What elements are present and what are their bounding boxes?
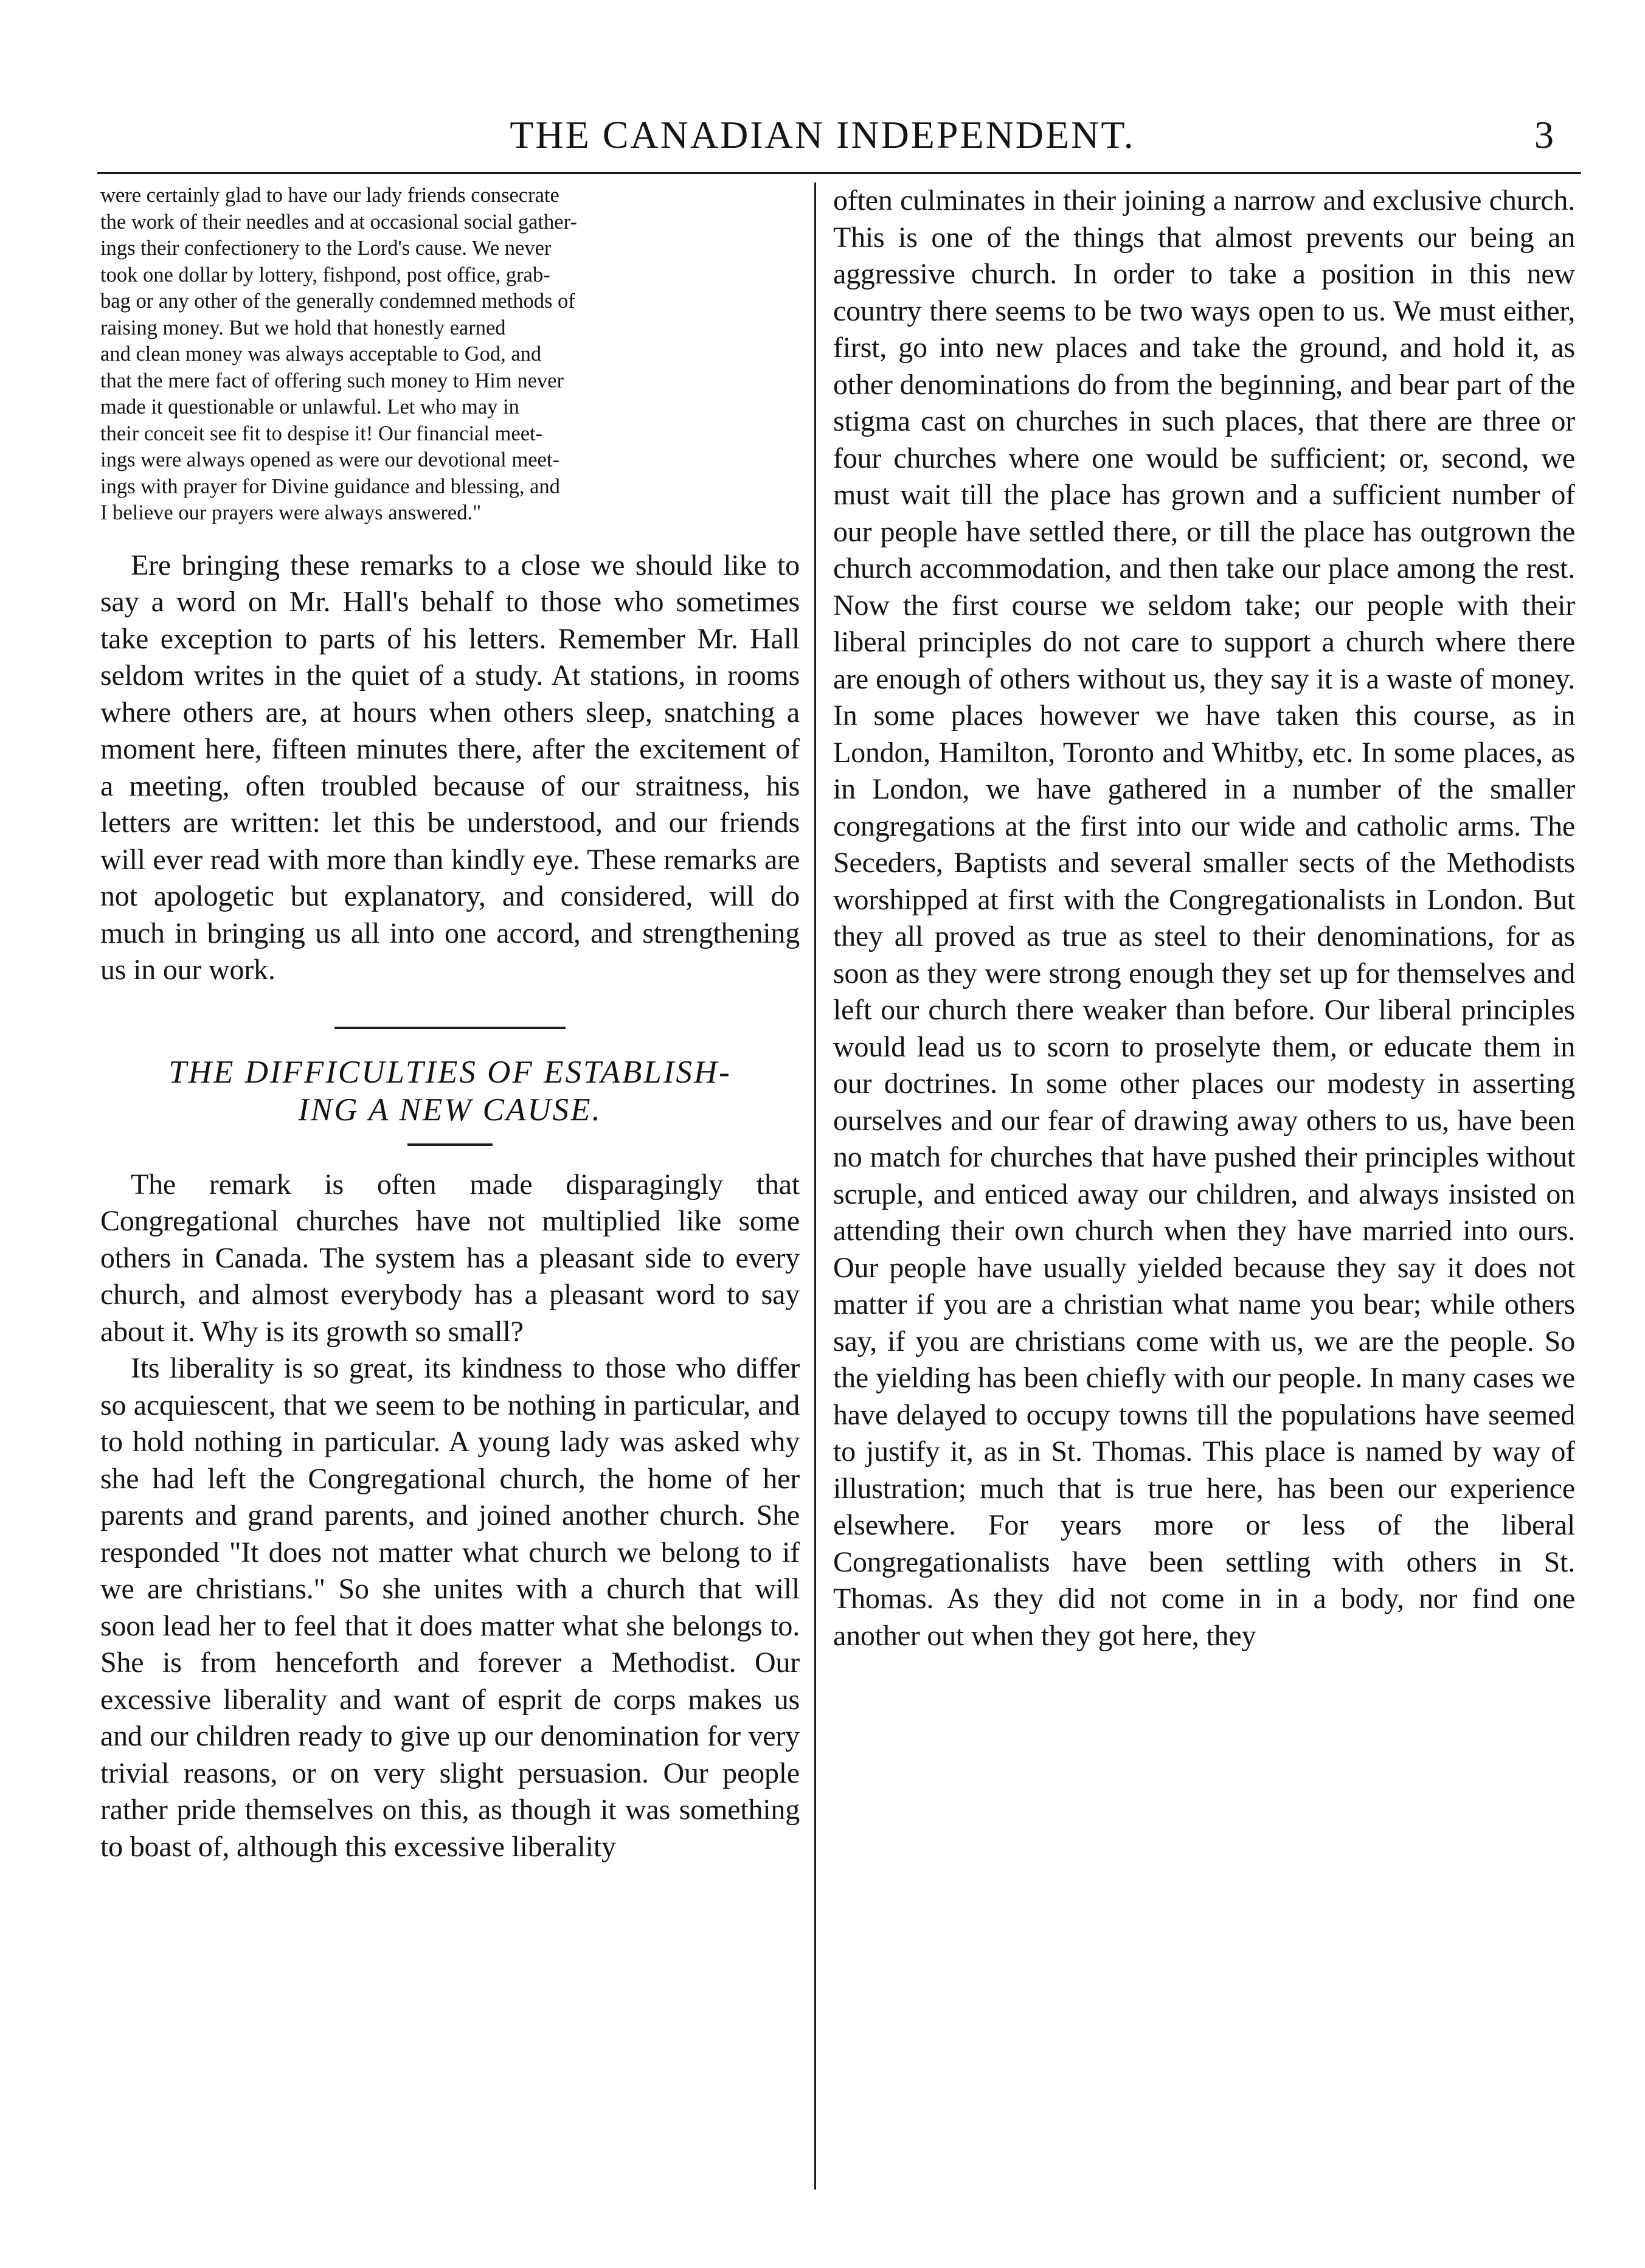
page-header xyxy=(0,106,1645,173)
paragraph-hall-letters: Ere bringing these remarks to a close we should like to say a word on Mr. Hall's behalf to those who sometimes take exception to parts of his letters. Remember Mr. Hall seldom writes in the quiet of a study. At stations, in rooms where others are, at hours when others sleep, snatching a moment here, fifteen minutes there, after the excitement of a meeting, often troubled because of our straitness, his letters are written: let this be understood, and our friends will ever read with more than kindly eye. These remarks are not apologetic but explanatory, and considered, will do much in bringing us all into one accord, and strengthening us in our work. xyxy=(100,549,800,986)
section-heading-line-1: THE DIFFICULTIES OF ESTABLISH- xyxy=(168,1054,732,1090)
header-rule xyxy=(97,172,1581,174)
right-column xyxy=(833,182,1575,2190)
quote-line: were certainly glad to have our lady friends consecrate xyxy=(100,184,559,207)
quote-line: raising money. But we hold that honestly earned xyxy=(100,316,506,339)
column-divider xyxy=(814,182,816,2190)
quote-line: took one dollar by lottery, fishpond, post office, grab- xyxy=(100,263,550,286)
section-heading-line-2: ING A NEW CAUSE. xyxy=(298,1092,602,1128)
heading-underline xyxy=(407,1143,493,1146)
masthead-title: THE CANADIAN INDEPENDENT. xyxy=(510,113,1135,156)
quote-line: the work of their needles and at occasional social gather- xyxy=(100,210,577,234)
quote-line: their conceit see fit to despise it! Our financial meet- xyxy=(100,421,543,445)
quote-line: I believe our prayers were always answered." xyxy=(100,501,482,524)
quote-line: made it questionable or unlawful. Let who may in xyxy=(100,395,519,418)
paragraph-continued: often culminates in their joining a narrow and exclusive church. This is one of the things that almost prevents our being an aggressive church. In order to take a position in this new country there seems to be two ways open to us. We must either, first, go into new places and take the ground, and hold it, as other denominations do from the beginning, and bear part of the stigma cast on churches in such places, that there are three or four churches where one would be sufficient; or, second, we must wait till the place has grown and a sufficient number of our people have settled there, or till the place has outgrown the church accommodation, and then take our place among the rest. Now the first course we seldom take; our people with their liberal principles do not care to support a church where there are enough of others without us, they say it is a waste of money. In some places however we have taken this course, as in London, Hamilton, Toronto and Whitby, etc. In some places, as in London, we have gathered in a number of the smaller congregations at the first into our wide and catholic arms. The Seceders, Baptists and several smaller sects of the Methodists worshipped at first with the Congregationalists in London. But they all proved as true as steel to their denominations, for as soon as they were strong enough they set up for themselves and left our church there weaker than before. Our liberal principles would lead us to scorn to proselyte them, or educate them in our doctrines. In some other places our modesty in asserting ourselves and our fear of drawing away others to us, have been no match for churches that have pushed their principles without scruple, and enticed away our children, and always insisted on attending their own church when they have married into ours. Our people have usually yielded because they say it does not matter if you are a christian what name you bear; while others say, if you are christians come with us, we are the people. So the yielding has been chiefly with our people. In many cases we have delayed to occupy towns till the populations have seemed to justify it, as in St. Thomas. This place is named by way of illustration; much that is true here, has been our experience elsewhere. For years more or less of the liberal Congregationalists have been settling with others in St. Thomas. As they did not come in in a body, nor find one another out when they got here, they xyxy=(833,184,1575,1652)
left-column xyxy=(100,182,800,2190)
quote-line: bag or any other of the generally condemned methods of xyxy=(100,290,575,313)
quote-line: ings were always opened as were our devotional meet- xyxy=(100,448,559,471)
quote-line: that the mere fact of offering such money to Him never xyxy=(100,369,564,392)
paragraph-growth: The remark is often made disparagingly that Congregational churches have not multiplied like some others in Canada. The system has a pleasant side to every church, and almost everybody has a pleasant word to say about it. Why is its growth so small? xyxy=(100,1168,800,1348)
section-separator xyxy=(334,1027,566,1029)
quote-line: and clean money was always acceptable to God, and xyxy=(100,342,542,366)
quote-line: ings with prayer for Divine guidance and blessing, and xyxy=(100,474,560,498)
quote-line: ings their confectionery to the Lord's cause. We never xyxy=(100,237,552,260)
paragraph-liberality: Its liberality is so great, its kindness to those who differ so acquiescent, that we seem to be nothing in particular, and to hold nothing in particular. A young lady was asked why she had left the Congregational church, the home of her parents and grand parents, and joined another church. She responded "It does not matter what church we belong to if we are christians." So she unites with a church that will soon lead her to feel that it does matter what she belongs to. She is from henceforth and forever a Methodist. Our excessive liberality and want of esprit de corps makes us and our children ready to give up our denomination for very trivial reasons, or on very slight persuasion. Our people rather pride themselves on this, as though it was something to boast of, although this excessive liberality xyxy=(100,1352,800,1863)
quoted-letter xyxy=(100,182,800,527)
page-number: 3 xyxy=(1534,113,1554,156)
